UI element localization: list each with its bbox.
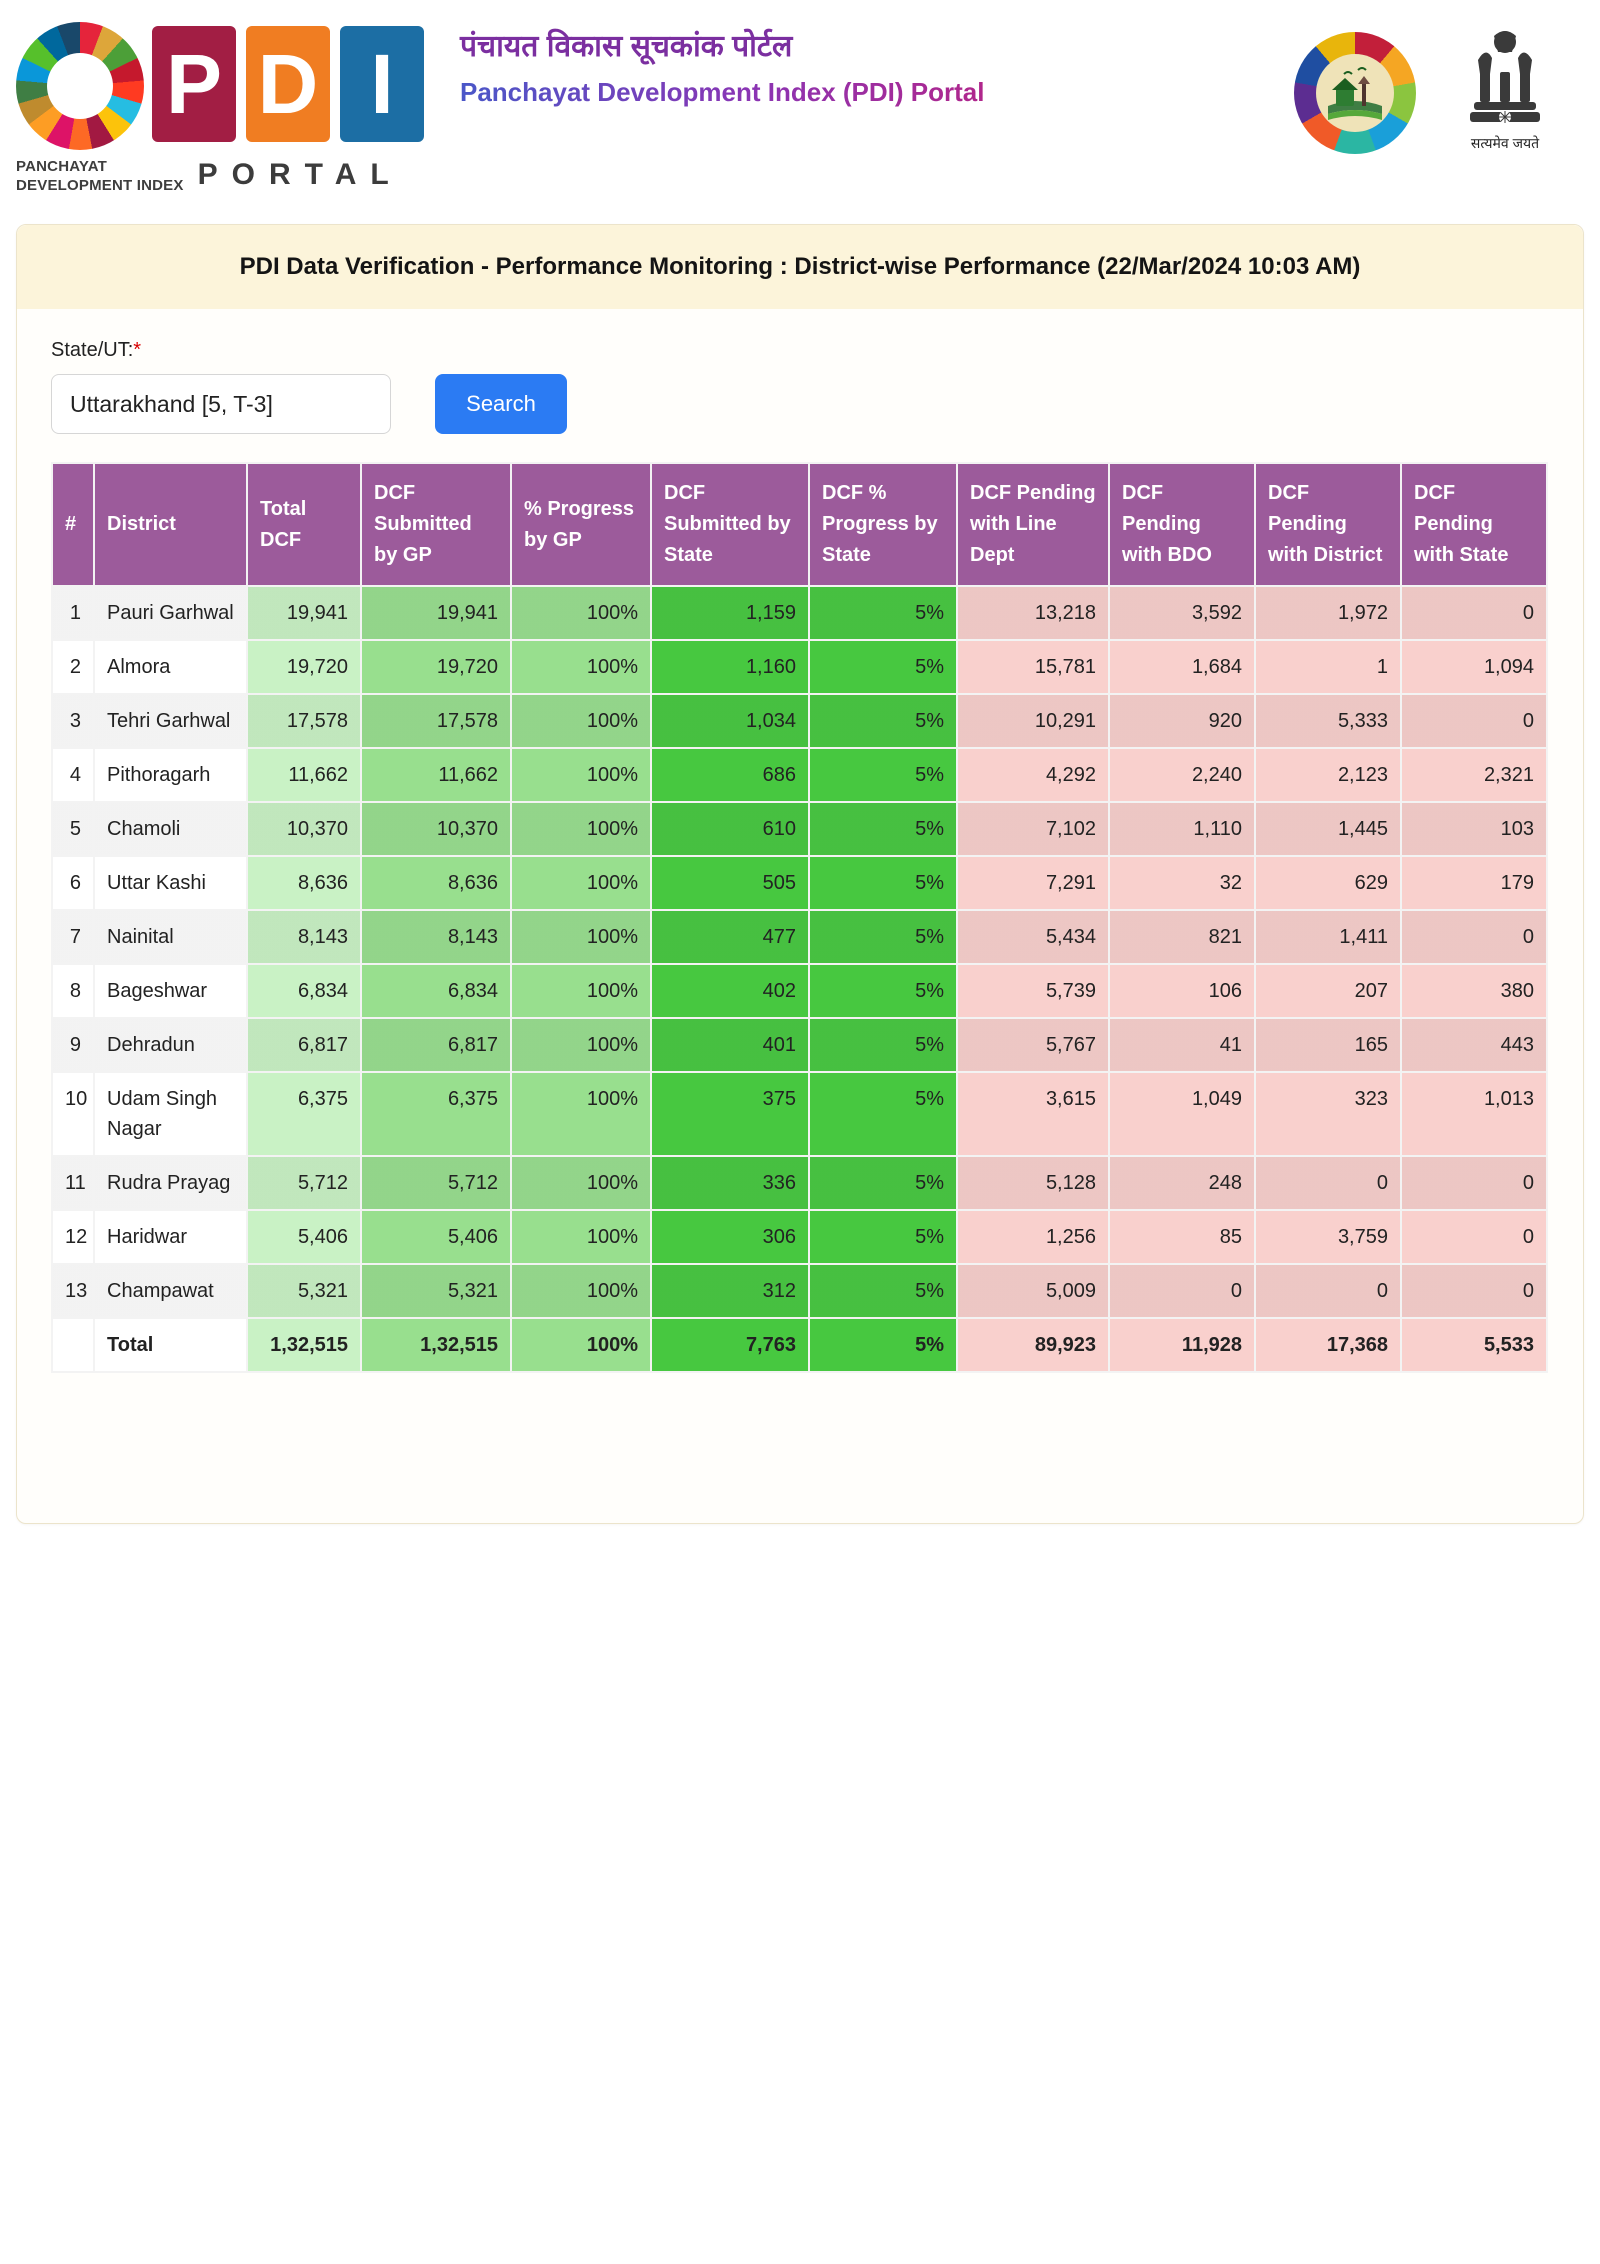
cell-serial: 5 (52, 802, 94, 856)
cell-pending-bdo: 3,592 (1109, 586, 1255, 640)
cell-dcf-submitted-state: 306 (651, 1210, 809, 1264)
state-input[interactable] (51, 374, 391, 434)
cell-pending-line-dept: 5,739 (957, 964, 1109, 1018)
cell-dcf-submitted-state: 477 (651, 910, 809, 964)
cell-pct-progress-gp: 100% (511, 856, 651, 910)
cell-pending-bdo: 1,684 (1109, 640, 1255, 694)
cell-pending-bdo: 821 (1109, 910, 1255, 964)
report-panel (16, 224, 1584, 1524)
cell-serial: 4 (52, 748, 94, 802)
cell-dcf-submitted-state: 312 (651, 1264, 809, 1318)
cell-dcf-submitted-gp: 11,662 (361, 748, 511, 802)
cell-pending-state: 5,533 (1401, 1318, 1547, 1372)
report-banner (17, 225, 1583, 309)
column-header-pending-state: DCF Pending with State (1401, 463, 1547, 586)
cell-dcf-submitted-gp: 17,578 (361, 694, 511, 748)
national-emblem (1450, 26, 1560, 153)
portal-word: PORTAL (197, 158, 403, 191)
cell-dcf-pct-progress-state: 5% (809, 1072, 957, 1156)
cell-pending-district: 2,123 (1255, 748, 1401, 802)
cell-serial: 13 (52, 1264, 94, 1318)
cell-pct-progress-gp: 100% (511, 748, 651, 802)
cell-district: Nainital (94, 910, 247, 964)
cell-pending-district: 3,759 (1255, 1210, 1401, 1264)
ashoka-emblem-icon (1466, 26, 1544, 132)
table-row (52, 1156, 1547, 1210)
cell-total-dcf: 5,712 (247, 1156, 361, 1210)
cell-pending-state: 0 (1401, 910, 1547, 964)
cell-pending-state: 0 (1401, 1264, 1547, 1318)
cell-total-dcf: 6,375 (247, 1072, 361, 1156)
cell-dcf-pct-progress-state: 5% (809, 856, 957, 910)
cell-pending-state: 1,094 (1401, 640, 1547, 694)
cell-dcf-submitted-state: 610 (651, 802, 809, 856)
cell-pending-district: 5,333 (1255, 694, 1401, 748)
cell-total-dcf: 5,406 (247, 1210, 361, 1264)
cell-serial: 6 (52, 856, 94, 910)
cell-pending-district: 207 (1255, 964, 1401, 1018)
cell-dcf-submitted-gp: 8,636 (361, 856, 511, 910)
cell-pending-district: 1 (1255, 640, 1401, 694)
cell-dcf-pct-progress-state: 5% (809, 1018, 957, 1072)
cell-dcf-pct-progress-state: 5% (809, 748, 957, 802)
cell-dcf-submitted-gp: 8,143 (361, 910, 511, 964)
report-title: PDI Data Verification - Performance Monitoring : District-wise Performance (22/Mar/2024 10:03 AM) (239, 253, 1361, 280)
table-row (52, 802, 1547, 856)
table-row (52, 1210, 1547, 1264)
cell-dcf-pct-progress-state: 5% (809, 1210, 957, 1264)
column-header-dcf-submitted-gp: DCF Submitted by GP (361, 463, 511, 586)
district-performance-table (51, 462, 1548, 1373)
cell-total-dcf: 11,662 (247, 748, 361, 802)
cell-pending-bdo: 32 (1109, 856, 1255, 910)
cell-pending-bdo: 85 (1109, 1210, 1255, 1264)
cell-dcf-submitted-state: 336 (651, 1156, 809, 1210)
portal-title-english: Panchayat Development Index (PDI) Portal (460, 77, 985, 107)
cell-pending-district: 1,972 (1255, 586, 1401, 640)
cell-total-dcf: 17,578 (247, 694, 361, 748)
cell-pending-state: 179 (1401, 856, 1547, 910)
cell-dcf-pct-progress-state: 5% (809, 1264, 957, 1318)
cell-pending-line-dept: 5,128 (957, 1156, 1109, 1210)
cell-district: Dehradun (94, 1018, 247, 1072)
cell-pending-bdo: 248 (1109, 1156, 1255, 1210)
cell-pct-progress-gp: 100% (511, 1264, 651, 1318)
cell-serial: 7 (52, 910, 94, 964)
ministry-panchayati-raj-logo-icon (1294, 32, 1416, 154)
tagline-line2: DEVELOPMENT INDEX (16, 176, 184, 194)
cell-dcf-submitted-gp: 19,720 (361, 640, 511, 694)
cell-pending-state: 1,013 (1401, 1072, 1547, 1156)
cell-pct-progress-gp: 100% (511, 1156, 651, 1210)
cell-pct-progress-gp: 100% (511, 1318, 651, 1372)
cell-total-dcf: 6,817 (247, 1018, 361, 1072)
cell-pct-progress-gp: 100% (511, 1018, 651, 1072)
cell-dcf-submitted-gp: 1,32,515 (361, 1318, 511, 1372)
state-label-text: State/UT: (51, 339, 134, 361)
cell-pending-district: 1,445 (1255, 802, 1401, 856)
cell-pct-progress-gp: 100% (511, 802, 651, 856)
column-header-pending-bdo: DCF Pending with BDO (1109, 463, 1255, 586)
cell-dcf-submitted-state: 401 (651, 1018, 809, 1072)
cell-dcf-pct-progress-state: 5% (809, 694, 957, 748)
cell-district: Rudra Prayag (94, 1156, 247, 1210)
cell-total-dcf: 8,636 (247, 856, 361, 910)
sdg-wheel-icon (16, 22, 144, 150)
pdi-letter-blocks (152, 26, 424, 142)
table-row (52, 586, 1547, 640)
cell-dcf-submitted-state: 686 (651, 748, 809, 802)
village-icon (1324, 62, 1386, 124)
column-header-dcf-submitted-state: DCF Submitted by State (651, 463, 809, 586)
cell-pct-progress-gp: 100% (511, 964, 651, 1018)
cell-dcf-submitted-state: 375 (651, 1072, 809, 1156)
cell-dcf-pct-progress-state: 5% (809, 910, 957, 964)
emblem-caption: सत्यमेव जयते (1470, 135, 1540, 151)
cell-pending-state: 380 (1401, 964, 1547, 1018)
portal-titles (460, 16, 984, 108)
portal-title-hindi: पंचायत विकास सूचकांक पोर्टल (460, 30, 793, 63)
cell-district: Pauri Garhwal (94, 586, 247, 640)
table-row (52, 1018, 1547, 1072)
column-header-dcf-pct-progress-state: DCF % Progress by State (809, 463, 957, 586)
table-row (52, 856, 1547, 910)
pdi-logo (16, 16, 424, 196)
cell-dcf-pct-progress-state: 5% (809, 1156, 957, 1210)
cell-pct-progress-gp: 100% (511, 640, 651, 694)
cell-pending-line-dept: 15,781 (957, 640, 1109, 694)
cell-pending-district: 17,368 (1255, 1318, 1401, 1372)
cell-pending-line-dept: 4,292 (957, 748, 1109, 802)
report-body (17, 309, 1583, 1523)
pdi-letter-p: P (152, 26, 236, 142)
cell-pending-state: 2,321 (1401, 748, 1547, 802)
cell-dcf-pct-progress-state: 5% (809, 964, 957, 1018)
cell-pending-state: 443 (1401, 1018, 1547, 1072)
column-header-district: District (94, 463, 247, 586)
cell-pct-progress-gp: 100% (511, 910, 651, 964)
cell-dcf-submitted-state: 1,034 (651, 694, 809, 748)
column-header-pct-progress-gp: % Progress by GP (511, 463, 651, 586)
pdi-letter-d: D (246, 26, 330, 142)
cell-pending-bdo: 1,049 (1109, 1072, 1255, 1156)
cell-district: Bageshwar (94, 964, 247, 1018)
column-header-pending-line-dept: DCF Pending with Line Dept (957, 463, 1109, 586)
cell-dcf-submitted-gp: 10,370 (361, 802, 511, 856)
cell-pending-district: 629 (1255, 856, 1401, 910)
cell-dcf-submitted-state: 1,159 (651, 586, 809, 640)
cell-pending-bdo: 920 (1109, 694, 1255, 748)
cell-serial: 11 (52, 1156, 94, 1210)
cell-district: Uttar Kashi (94, 856, 247, 910)
cell-pending-bdo: 11,928 (1109, 1318, 1255, 1372)
cell-pending-line-dept: 7,102 (957, 802, 1109, 856)
cell-dcf-submitted-state: 1,160 (651, 640, 809, 694)
cell-serial: 2 (52, 640, 94, 694)
tagline-line1: PANCHAYAT (16, 158, 107, 175)
cell-pending-district: 323 (1255, 1072, 1401, 1156)
cell-dcf-pct-progress-state: 5% (809, 640, 957, 694)
cell-pending-district: 165 (1255, 1018, 1401, 1072)
table-row (52, 910, 1547, 964)
cell-dcf-submitted-state: 7,763 (651, 1318, 809, 1372)
table-row (52, 1264, 1547, 1318)
government-logos (1294, 16, 1560, 154)
cell-pending-district: 0 (1255, 1156, 1401, 1210)
header-row (52, 463, 1547, 586)
cell-dcf-submitted-gp: 5,406 (361, 1210, 511, 1264)
cell-pending-bdo: 106 (1109, 964, 1255, 1018)
cell-pending-bdo: 41 (1109, 1018, 1255, 1072)
cell-total-dcf: 1,32,515 (247, 1318, 361, 1372)
cell-pending-district: 1,411 (1255, 910, 1401, 964)
cell-pending-line-dept: 5,767 (957, 1018, 1109, 1072)
cell-serial: 8 (52, 964, 94, 1018)
cell-serial: 9 (52, 1018, 94, 1072)
cell-dcf-submitted-gp: 6,375 (361, 1072, 511, 1156)
table-row (52, 748, 1547, 802)
cell-pending-line-dept: 5,434 (957, 910, 1109, 964)
cell-serial: 12 (52, 1210, 94, 1264)
cell-pending-line-dept: 10,291 (957, 694, 1109, 748)
cell-total-dcf: 10,370 (247, 802, 361, 856)
filter-row (51, 374, 1549, 434)
cell-serial: 1 (52, 586, 94, 640)
column-header-serial: # (52, 463, 94, 586)
cell-total-dcf: 19,941 (247, 586, 361, 640)
cell-pending-line-dept: 89,923 (957, 1318, 1109, 1372)
cell-pending-state: 103 (1401, 802, 1547, 856)
cell-dcf-submitted-gp: 19,941 (361, 586, 511, 640)
table-row (52, 1072, 1547, 1156)
cell-pending-bdo: 1,110 (1109, 802, 1255, 856)
cell-total-dcf: 19,720 (247, 640, 361, 694)
pdi-brand (16, 16, 984, 196)
cell-dcf-submitted-state: 505 (651, 856, 809, 910)
cell-district: Champawat (94, 1264, 247, 1318)
table-row (52, 964, 1547, 1018)
page-header (0, 0, 1600, 194)
required-asterisk: * (133, 339, 142, 361)
cell-dcf-submitted-gp: 5,321 (361, 1264, 511, 1318)
table-row (52, 640, 1547, 694)
table-total-row (52, 1318, 1547, 1372)
cell-district: Total (94, 1318, 247, 1372)
cell-pending-line-dept: 3,615 (957, 1072, 1109, 1156)
cell-dcf-submitted-gp: 6,817 (361, 1018, 511, 1072)
cell-pending-bdo: 2,240 (1109, 748, 1255, 802)
state-filter-label (51, 339, 1549, 362)
table-row (52, 694, 1547, 748)
cell-pending-line-dept: 5,009 (957, 1264, 1109, 1318)
cell-pending-line-dept: 13,218 (957, 586, 1109, 640)
cell-serial: 10 (52, 1072, 94, 1156)
cell-total-dcf: 6,834 (247, 964, 361, 1018)
table-header (52, 463, 1547, 586)
cell-pct-progress-gp: 100% (511, 1072, 651, 1156)
pdi-letter-i: I (340, 26, 424, 142)
cell-pending-bdo: 0 (1109, 1264, 1255, 1318)
cell-dcf-pct-progress-state: 5% (809, 802, 957, 856)
cell-pct-progress-gp: 100% (511, 586, 651, 640)
cell-dcf-submitted-gp: 6,834 (361, 964, 511, 1018)
cell-serial (52, 1318, 94, 1372)
cell-dcf-pct-progress-state: 5% (809, 586, 957, 640)
cell-district: Chamoli (94, 802, 247, 856)
cell-district: Pithoragarh (94, 748, 247, 802)
cell-district: Haridwar (94, 1210, 247, 1264)
cell-dcf-submitted-state: 402 (651, 964, 809, 1018)
search-button[interactable]: Search (435, 374, 567, 434)
district-table-body (52, 586, 1547, 1372)
cell-district: Almora (94, 640, 247, 694)
column-header-total-dcf: Total DCF (247, 463, 361, 586)
pdi-tagline (16, 158, 184, 196)
cell-total-dcf: 8,143 (247, 910, 361, 964)
cell-dcf-submitted-gp: 5,712 (361, 1156, 511, 1210)
column-header-pending-district: DCF Pending with District (1255, 463, 1401, 586)
cell-pending-district: 0 (1255, 1264, 1401, 1318)
cell-district: Tehri Garhwal (94, 694, 247, 748)
cell-serial: 3 (52, 694, 94, 748)
cell-district: Udam Singh Nagar (94, 1072, 247, 1156)
cell-pending-line-dept: 7,291 (957, 856, 1109, 910)
cell-pending-state: 0 (1401, 694, 1547, 748)
cell-pending-state: 0 (1401, 1156, 1547, 1210)
cell-pending-line-dept: 1,256 (957, 1210, 1109, 1264)
cell-pending-state: 0 (1401, 1210, 1547, 1264)
cell-dcf-pct-progress-state: 5% (809, 1318, 957, 1372)
cell-pending-state: 0 (1401, 586, 1547, 640)
cell-pct-progress-gp: 100% (511, 1210, 651, 1264)
cell-pct-progress-gp: 100% (511, 694, 651, 748)
cell-total-dcf: 5,321 (247, 1264, 361, 1318)
